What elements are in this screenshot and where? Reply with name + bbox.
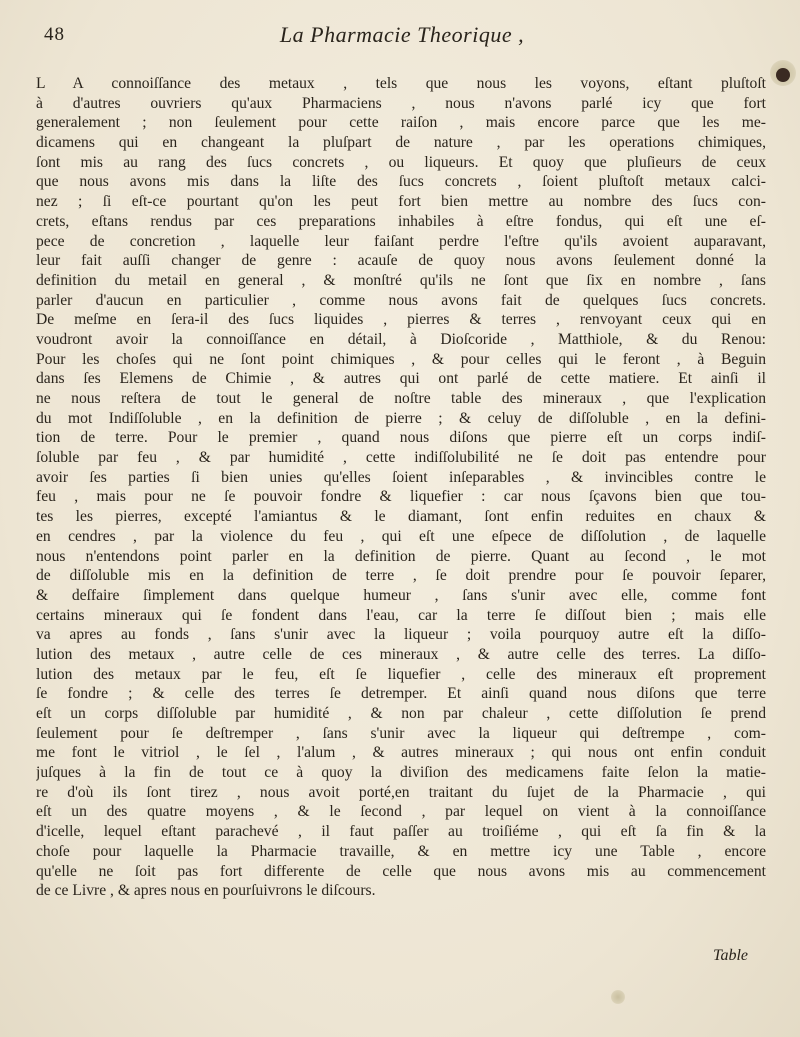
text-line: Pour les choſes qui ne ſont point chimiques , & pour celles qui le feront , à Beguin <box>36 350 766 368</box>
text-line: ſont mis au rang des ſucs concrets , ou liqueurs. Et quoy que pluſieurs de ceux <box>36 153 766 171</box>
text-line: lution des metaux par le feu, eſt ſe liquefier , celle des mineraux eſt proprement <box>36 665 766 683</box>
text-line: parler d'aucun en particulier , comme nous avons fait de quelques ſucs concrets. <box>36 291 766 309</box>
text-line: L A connoiſſance des metaux , tels que nous les voyons, eſtant pluſtoſt <box>36 75 766 92</box>
text-line: ne nous reſtera de tout le general de noſtre table des mineraux , que l'explication <box>36 390 766 407</box>
text-line: re d'où ils ſont tirez , nous avoit porté,en traitant du ſujet de la Pharmacie , qui <box>36 783 766 801</box>
text-line: tion de terre. Pour le premier , quand nous diſons que pierre eſt un corps indiſ- <box>36 429 766 447</box>
text-line: definition du metail en general , & monſtré qu'ils ne ſont que ſix en nombre , ſans <box>36 271 766 289</box>
paper-stain-bottom <box>611 990 625 1004</box>
text-line: eſt un corps diſſoluble par humidité , & non par chaleur , cette diſſolution ſe prend <box>36 705 766 722</box>
text-line: ſe fondre ; & celle des terres ſe detremper. Et ainſi quand nous diſons que terre <box>36 685 766 703</box>
text-line: tes les pierres, excepté l'amiantus & le diamant, ſont enfin reduites en chaux & <box>36 508 766 526</box>
text-line: d'icelle, lequel eſtant parachevé , il faut paſſer au troiſiéme , qui eſt ſa fin & la <box>36 823 766 841</box>
page-number: 48 <box>44 24 65 45</box>
text-line: juſques à la fin de tout ce à quoy la diviſion des medicamens faite ſelon la matie- <box>36 764 766 782</box>
text-line: que nous avons mis dans la liſte des ſucs concrets , ſoient pluſtoſt metaux calci- <box>36 173 766 191</box>
running-title: La Pharmacie Theorique , <box>279 22 525 47</box>
text-line: & deſfaire ſimplement dans quelque humeur , ſans s'unir avec elle, comme font <box>36 586 766 604</box>
text-line: leur fait auſſi changer de genre : acauſe de quoy nous avons ſeulement donné la <box>36 252 766 270</box>
text-line: me font le vitriol , le ſel , l'alum , & autres mineraux ; qui nous ont enfin conduit <box>36 744 766 762</box>
text-line: avoir ſes parties ſi bien unies qu'elles ſoient inſeparables , & invincibles contre le <box>36 468 766 486</box>
text-line: ſeulement pour ſe deſtremper , ſans s'unir avec la liqueur qui deſtrempe , com- <box>36 724 766 742</box>
text-line: certains mineraux qui ſe fondent dans l'eau, car la terre ſe diſſout bien ; mais elle <box>36 606 766 624</box>
text-line: dans ſes Elemens de Chimie , & autres qui ont parlé de cette matiere. Et ainſi il <box>36 370 766 388</box>
text-line: en cendres , par la violence du feu , qui eſt une eſpece de diſſolution , de laquelle <box>36 527 766 545</box>
text-line: nez ; ſi eſt-ce pourtant qu'on les peut fort bien mettre au nombre des ſucs con- <box>36 193 766 211</box>
text-line: choſe pour laquelle la Pharmacie travaille, & en mettre icy une Table , encore <box>36 842 766 860</box>
text-line: nous n'entendons point parler en la definition de pierre. Quant au ſecond , le mot <box>36 547 766 565</box>
text-line: du mot Indiſſoluble , en la definition de pierre ; & celuy de diſſoluble , en la defini- <box>36 409 766 427</box>
text-line: qu'elle ne ſoit pas fort differente de celle que nous avons mis au commencement <box>36 862 766 880</box>
text-line: crets, eſtans rendus par ces preparations inhabiles à eſtre fondus, qui eſt une eſ- <box>36 212 766 230</box>
body-text <box>36 74 766 901</box>
text-line: pece de concretion , laquelle leur faiſant perdre l'eſtre qu'ils avoient auparavant, <box>36 232 766 250</box>
text-line: generalement ; non ſeulement pour cette raiſon , mais encore parce que les me- <box>36 114 766 132</box>
text-line: eſt un des quatre moyens , & le ſecond , par lequel on vient à la connoiſſance <box>36 803 766 821</box>
text-line: lution des metaux , autre celle de ces mineraux , & autre celle des terres. La diſſo- <box>36 645 766 663</box>
text-line: à d'autres ouvriers qu'aux Pharmaciens , nous n'avons parlé icy que fort <box>36 94 766 112</box>
ink-spot <box>776 68 790 82</box>
text-line: De meſme en ſera-il des ſucs liquides , pierres & terres , renvoyant ceux qui en <box>36 311 766 329</box>
text-line: de ce Livre , & apres nous en pourſuivrons le diſcours. <box>36 882 376 900</box>
page-header <box>44 18 760 58</box>
text-line: voudront avoir la connoiſſance en détail, à Dioſcoride , Matthiole, & du Renou: <box>36 330 766 348</box>
catchword: Table <box>713 947 748 964</box>
text-line: dicamens qui en changeant la pluſpart de nature , par les operations chimiques, <box>36 134 766 152</box>
text-line: ſoluble par feu , & par humidité , cette indiſſolubilité ne ſe doit pas entendre pour <box>36 449 766 467</box>
text-line: de diſſoluble mis en la definition de terre , ſe doit prendre pour ſe pouvoir ſeparer, <box>36 567 766 585</box>
text-line: feu , mais pour ne ſe pouvoir fondre & liquefier : car nous ſçavons bien que tou- <box>36 488 766 506</box>
text-line: va apres au fonds , ſans s'unir avec la liqueur ; voila pourquoy autre eſt la diſſo- <box>36 626 766 644</box>
